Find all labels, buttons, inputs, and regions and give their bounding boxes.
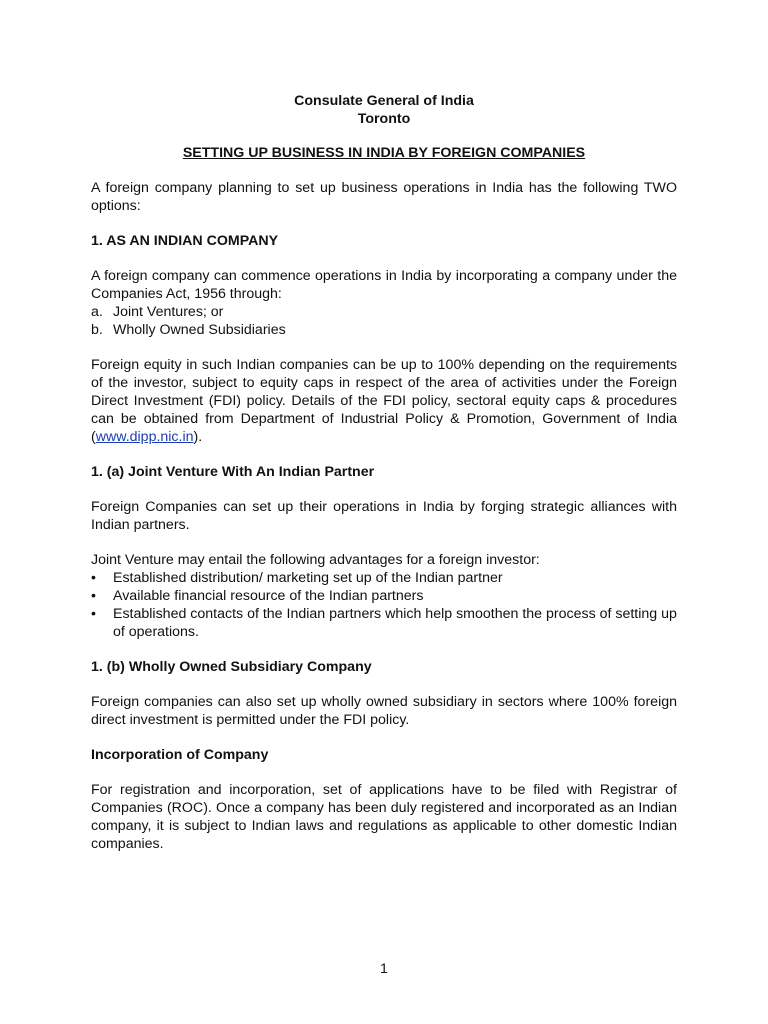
section-1b-heading: 1. (b) Wholly Owned Subsidiary Company [91,659,372,675]
list-marker: a. [91,304,103,320]
section-1-paragraph-1: A foreign company can commence operations in India by incorporating a company under the Companies Act, 1956 through: [91,268,677,302]
paragraph-text: Foreign equity in such Indian companies can be up to 100% depending on the requirements of the investor, subject to equity caps in respect of the area of activities under the Foreign Direct Investment (FDI) policy. Details of the FDI policy, sectoral equity caps & procedures can be obtained from Department of Industrial Policy & Promotion, Government of India ( [91,357,677,445]
section-1b-paragraph-1: Foreign companies can also set up wholly owned subsidiary in sectors where 100% foreign direct investment is permitted under the FDI policy. [91,694,677,728]
incorporation-heading: Incorporation of Company [91,747,269,763]
list-item-text: Established contacts of the Indian partners which help smoothen the process of setting up of operations. [113,606,677,640]
page-number: 1 [380,961,388,977]
intro-paragraph: A foreign company planning to set up business operations in India has the following TWO options: [91,180,677,214]
list-item-text: Joint Ventures; or [113,304,224,320]
list-marker: b. [91,322,103,338]
incorporation-paragraph-1: For registration and incorporation, set of applications have to be filed with Registrar of Companies (ROC). Once a company has been duly registered and incorporated as an Indian company, it is subject to Indian laws and regulations as applicable to other domestic Indian companies. [91,782,677,852]
paragraph-text-end: ). [193,429,203,445]
bullet-icon: • [91,588,96,604]
advantages-list [91,569,677,641]
options-list [91,303,677,339]
document-page [91,92,677,853]
list-item [91,321,677,339]
section-1a-heading: 1. (a) Joint Venture With An Indian Partner [91,464,375,480]
list-item [91,569,677,587]
list-item-text: Available financial resource of the Indian partners [113,588,424,604]
document-title: SETTING UP BUSINESS IN INDIA BY FOREIGN COMPANIES [182,145,586,161]
list-item [91,303,677,321]
section-1a-paragraph-1: Foreign Companies can set up their operations in India by forging strategic alliances with Indian partners. [91,499,677,533]
bullet-icon: • [91,606,96,622]
dipp-link[interactable]: www.dipp.nic.in [95,429,194,445]
section-1-paragraph-2 [91,356,677,446]
list-item-text: Wholly Owned Subsidiaries [113,322,286,338]
list-item [91,587,677,605]
list-item [91,605,677,641]
list-item-text: Established distribution/ marketing set up of the Indian partner [113,570,503,586]
consulate-city: Toronto [357,111,411,127]
bullet-icon: • [91,570,96,586]
section-1-heading: 1. AS AN INDIAN COMPANY [91,233,279,249]
consulate-name: Consulate General of India [294,93,474,109]
section-1a-paragraph-2: Joint Venture may entail the following advantages for a foreign investor: [91,552,540,568]
